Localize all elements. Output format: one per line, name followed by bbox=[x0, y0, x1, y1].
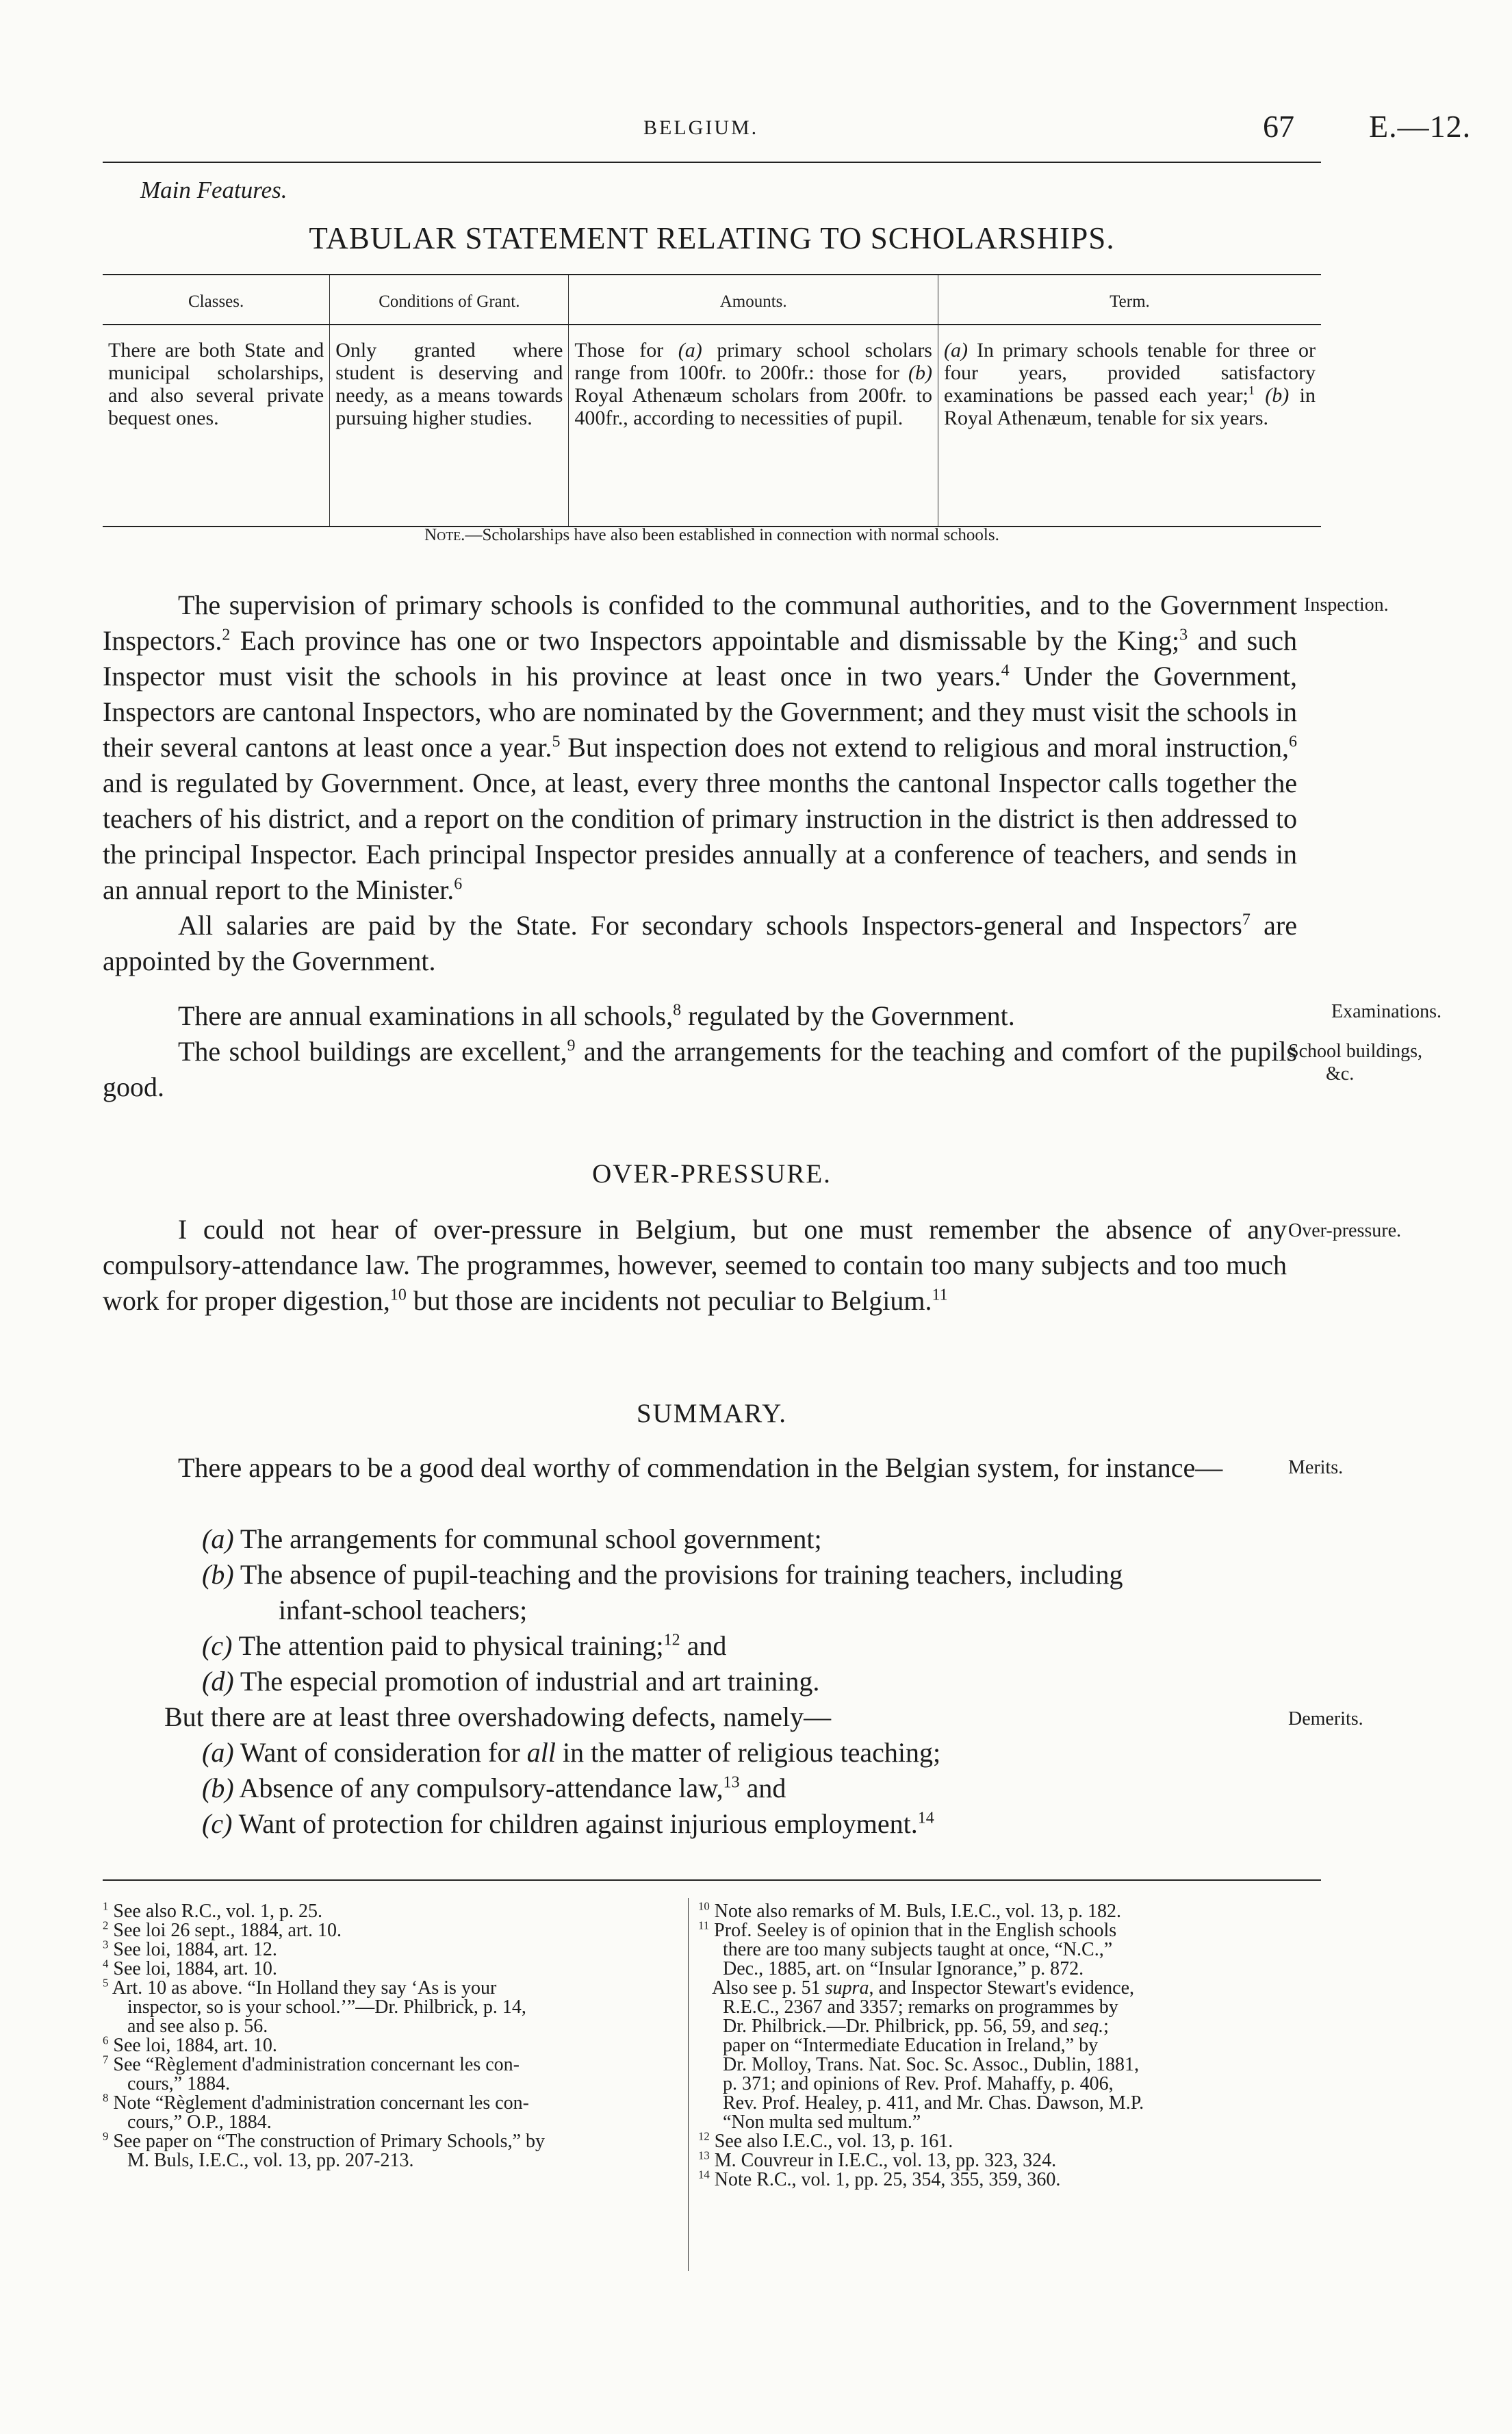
footnote-12: $^{12}$ See also I.E.C., vol. 13, p. 161. bbox=[698, 2129, 953, 2152]
demerits-intro: But there are at least three overshadowing defects, namely— bbox=[164, 1701, 832, 1732]
table-note: Note.—Scholarships have also been established in connection with normal schools. bbox=[424, 526, 999, 544]
cell-term: (a) In primary schools tenable for three or four years, provided satisfactory examinations be passed each year;$^1$ (b) in Royal Athenæum, tenable for six years. bbox=[938, 325, 1321, 527]
footnote-3: $^3$ See loi, 1884, art. 12. bbox=[103, 1938, 277, 1960]
page-number: 67 bbox=[1263, 109, 1294, 144]
margin-main-features: Main Features. bbox=[140, 177, 287, 203]
margin-examinations: Examinations. bbox=[1331, 1001, 1441, 1022]
inspection-text-1: The supervision of primary schools is confided to the communal authorities, and to the Government Inspectors.$^2$ Each province has one or two Inspectors appointable and dismissable by the King;$^3$ and such Inspector must visit the schools in his province at least once in two years.$^4$ Under the Government, Inspectors are cantonal Inspectors, who are nominated by the Government; and they must visit the schools in their several cantons at least once a year.$^5$ But inspection does not extend to religious and moral instruction,$^6$ and is regulated by Government. Once, at least, every three months the cantonal Inspector calls together the teachers of his district, and a report on the condition of primary instruction in the district is then addressed to the principal Inspector. Each principal Inspector presides annually at a conference of teachers, and sends in an annual report to the Minister.$^6$ bbox=[103, 590, 1298, 905]
running-header bbox=[103, 108, 1506, 149]
footnote-rule bbox=[103, 1879, 1321, 1881]
list-item: (b) The absence of pupil-teaching and the provisions for training teachers, including bbox=[202, 1559, 1123, 1590]
cell-classes: There are both State and municipal scholarships, and also several private bequest ones. bbox=[103, 325, 330, 527]
table-header-row bbox=[103, 275, 1321, 325]
footnote-11: $^{11}$ Prof. Seeley is of opinion that in the English schools there are too many subjects taught at once, “N.C.,” Dec., 1885, art. on “Insular Ignorance,” p. 872. Also see p. 51 supra, and Inspector Stewart's evidence, R.E.C., 2367 and 3357; remarks on programmes by Dr. Philbrick.—Dr. Philbrick, pp. 56, 59, and seq.; paper on “Intermediate Education in Ireland,” by Dr. Molloy, Trans. Nat. Soc. Sc. Assoc., Dublin, 1881, p. 371; and opinions of Rev. Prof. Mahaffy, p. 406, Rev. Prof. Healey, p. 411, and Mr. Chas. Dawson, M.P. “Non multa sed multum.” bbox=[698, 1918, 1144, 2133]
margin-over-pressure: Over-pressure. bbox=[1288, 1220, 1402, 1241]
document-code: E.—12. bbox=[1369, 109, 1472, 144]
footnote-13: $^{13}$ M. Couvreur in I.E.C., vol. 13, pp. 323, 324. bbox=[698, 2148, 1057, 2171]
footnote-10: $^{10}$ Note also remarks of M. Buls, I.E.C., vol. 13, p. 182. bbox=[698, 1899, 1121, 1922]
summary-intro: There appears to be a good deal worthy of commendation in the Belgian system, for instance— bbox=[178, 1452, 1223, 1483]
footnote-7: $^7$ See “Règlement d'administration concernant les con- cours,” 1884. bbox=[103, 2053, 520, 2094]
margin-etc: &c. bbox=[1326, 1063, 1355, 1085]
margin-merits: Merits. bbox=[1288, 1457, 1344, 1478]
list-item: infant-school teachers; bbox=[279, 1595, 528, 1625]
cell-conditions: Only granted where student is deserving and needy, as a means towards pursuing higher studies. bbox=[330, 325, 569, 527]
footnote-9: $^9$ See paper on “The construction of Primary Schools,” by M. Buls, I.E.C., vol. 13, pp. 207-213. bbox=[103, 2129, 546, 2171]
list-item: (c) Want of protection for children against injurious employment.$^{14}$ bbox=[202, 1808, 934, 1839]
heading-summary: SUMMARY. bbox=[636, 1399, 788, 1428]
demerits-list bbox=[202, 1735, 1297, 1842]
col-header-term: Term. bbox=[938, 275, 1321, 325]
footnotes-right bbox=[698, 1899, 1300, 2190]
footnotes-left bbox=[103, 1899, 681, 2171]
table-title: TABULAR STATEMENT RELATING TO SCHOLARSHIPS. bbox=[309, 221, 1115, 255]
list-item: (c) The attention paid to physical training;$^{12}$ and bbox=[202, 1630, 727, 1661]
heading-over-pressure: OVER-PRESSURE. bbox=[592, 1159, 832, 1189]
inspection-paragraph-1 bbox=[103, 587, 1297, 979]
buildings-text: The school buildings are excellent,$^9$ and the arrangements for the teaching and comfort of the pupils good. bbox=[103, 1036, 1297, 1102]
running-title: BELGIUM. bbox=[643, 116, 759, 139]
list-item: (a) The arrangements for communal school government; bbox=[202, 1523, 822, 1554]
footnote-8: $^8$ Note “Règlement d'administration concernant les con- cours,” O.P., 1884. bbox=[103, 2091, 530, 2133]
footnote-14: $^{14}$ Note R.C., vol. 1, pp. 25, 354, 355, 359, 360. bbox=[698, 2168, 1061, 2190]
list-item: (b) Absence of any compulsory-attendance law,$^{13}$ and bbox=[202, 1773, 786, 1803]
footnote-1: $^1$ See also R.C., vol. 1, p. 25. bbox=[103, 1899, 323, 1922]
margin-demerits: Demerits. bbox=[1288, 1708, 1363, 1729]
merits-list bbox=[202, 1521, 1297, 1699]
footnote-column-divider bbox=[688, 1898, 689, 2271]
list-item: (a) Want of consideration for all in the matter of religious teaching; bbox=[202, 1737, 941, 1768]
table-row bbox=[103, 325, 1321, 527]
col-header-classes: Classes. bbox=[103, 275, 330, 325]
examinations-text: There are annual examinations in all schools,$^8$ regulated by the Government. bbox=[178, 1000, 1015, 1031]
col-header-conditions: Conditions of Grant. bbox=[330, 275, 569, 325]
scholarship-table bbox=[103, 274, 1321, 527]
footnote-6: $^6$ See loi, 1884, art. 10. bbox=[103, 2033, 277, 2056]
margin-school-buildings: School buildings, bbox=[1288, 1041, 1423, 1062]
over-pressure-text: I could not hear of over-pressure in Belgium, but one must remember the absence of any compulsory-attendance law. The programmes, however, seemed to contain too many subjects and too much work for proper digestion,$^{10}$ but those are incidents not peculiar to Belgium.$^{11}$ bbox=[103, 1214, 1287, 1316]
list-item: (d) The especial promotion of industrial and art training. bbox=[202, 1666, 820, 1697]
footnote-4: $^4$ See loi, 1884, art. 10. bbox=[103, 1957, 277, 1979]
header-rule bbox=[103, 162, 1321, 163]
margin-inspection: Inspection. bbox=[1304, 594, 1389, 616]
cell-amounts: Those for (a) primary school scholars range from 100fr. to 200fr.: those for (b) Royal Athenæum scholars from 200fr. to 400fr., according to necessities of pupil. bbox=[569, 325, 938, 527]
footnote-2: $^2$ See loi 26 sept., 1884, art. 10. bbox=[103, 1918, 342, 1941]
footnote-5: $^5$ Art. 10 as above. “In Holland they say ‘As is your inspector, so is your school.’”—Dr. Philbrick, p. 14, and see also p. 56. bbox=[103, 1976, 526, 2037]
inspection-text-2: All salaries are paid by the State. For secondary schools Inspectors-general and Inspectors$^7$ are appointed by the Government. bbox=[103, 910, 1298, 976]
col-header-amounts: Amounts. bbox=[569, 275, 938, 325]
